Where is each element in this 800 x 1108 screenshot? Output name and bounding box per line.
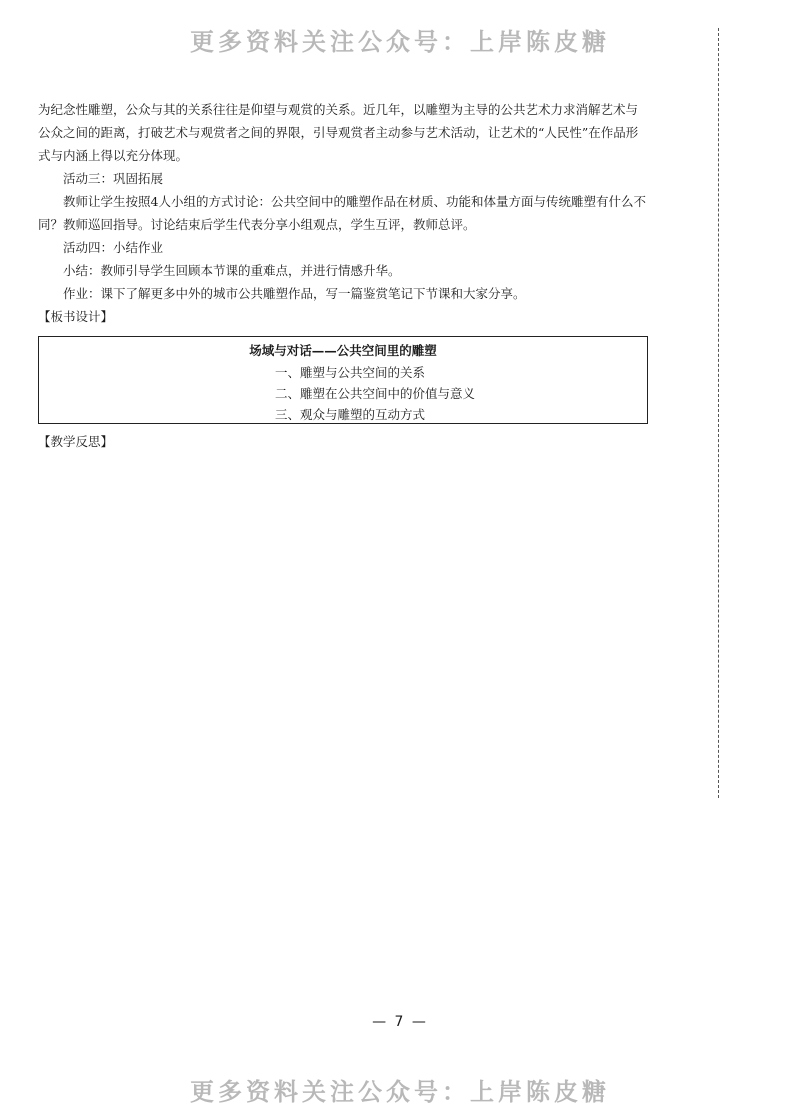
page-number: — 7 — xyxy=(372,1014,428,1030)
board-item: 二、雕塑在公共空间中的价值与意义 xyxy=(275,386,476,401)
board-item: 三、观众与雕塑的互动方式 xyxy=(275,407,426,422)
homework-text: 作业：课下了解更多中外的城市公共雕塑作品，写一篇鉴赏笔记下节课和大家分享。 xyxy=(63,286,526,301)
board-design-box xyxy=(38,336,648,424)
summary-text: 小结：教师引导学生回顾本节课的重难点，并进行情感升华。 xyxy=(63,263,401,278)
board-item: 一、雕塑与公共空间的关系 xyxy=(275,365,426,380)
board-title: 场域与对话——公共空间里的雕塑 xyxy=(249,343,437,358)
activity-4-title: 活动四：小结作业 xyxy=(63,240,164,255)
activity-3-text: 教师让学生按照4人小组的方式讨论：公共空间中的雕塑作品在材质、功能和体量方面与传统雕塑有什么不同？教师巡回指导。讨论结束后学生代表分享小组观点，学生互评，教师总评。 xyxy=(38,194,646,232)
activity-3-title: 活动三：巩固拓展 xyxy=(63,171,164,186)
board-design-heading: 【板书设计】 xyxy=(38,309,114,324)
teaching-reflection-heading: 【教学反思】 xyxy=(38,434,114,449)
watermark-top: 更多资料关注公众号：上岸陈皮糖 xyxy=(190,28,610,56)
watermark-bottom: 更多资料关注公众号：上岸陈皮糖 xyxy=(190,1078,610,1106)
document-body xyxy=(38,98,650,328)
paragraph-public-art: 为纪念性雕塑，公众与其的关系往往是仰望与观赏的关系。近几年，以雕塑为主导的公共艺术力求消解艺术与公众之间的距离，打破艺术与观赏者之间的界限，引导观赏者主动参与艺术活动，让艺术的“人民性”在作品形式与内涵上得以充分体现。 xyxy=(38,102,639,163)
margin-dashed-rule xyxy=(718,28,719,798)
